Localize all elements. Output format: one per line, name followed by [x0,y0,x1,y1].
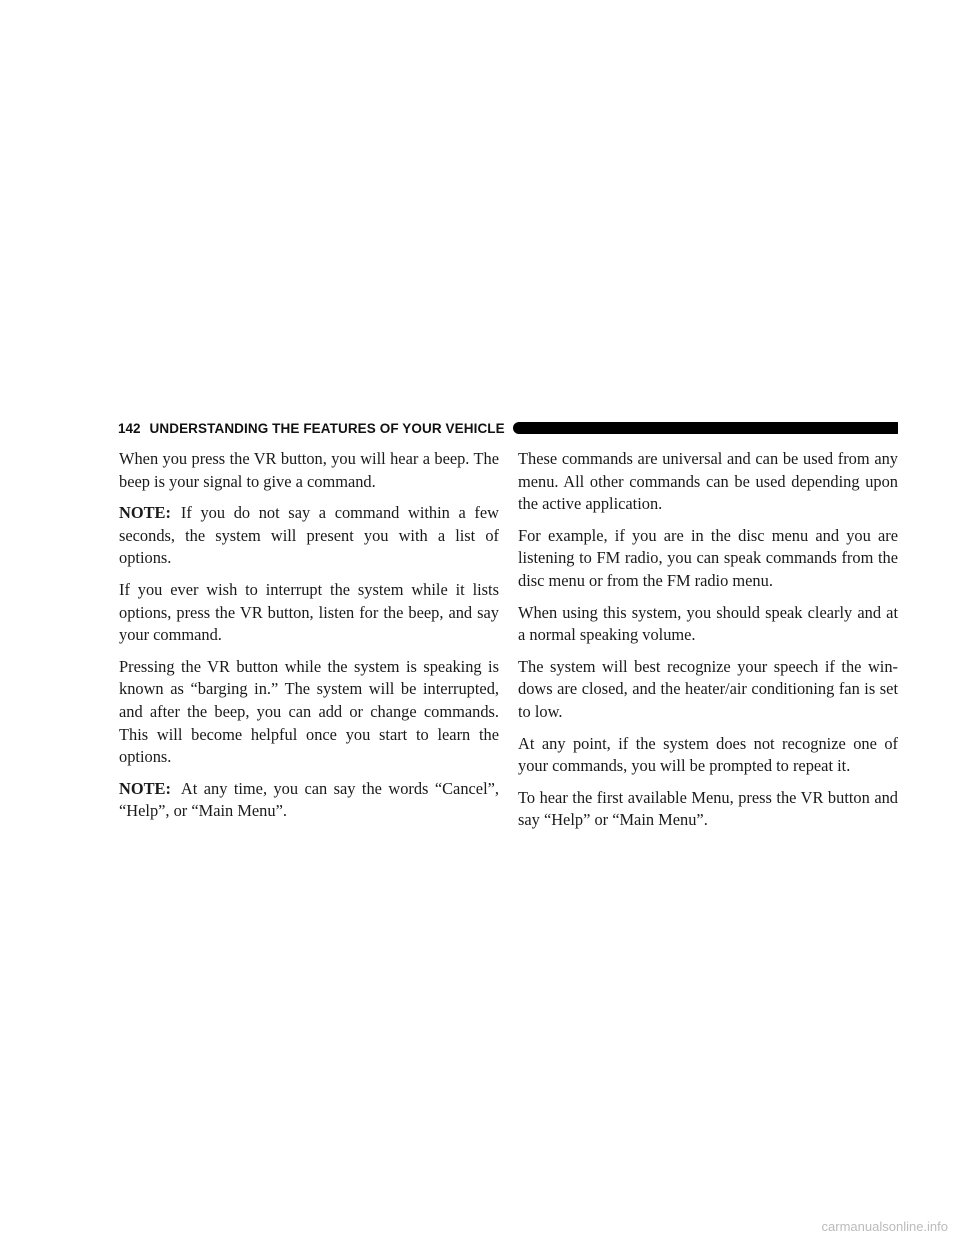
note-text: If you do not say a command within a few seconds, the system will present you with a list of options. [119,503,499,568]
left-column [119,448,499,832]
paragraph: When using this system, you should speak clearly and at a normal speaking volume. [518,602,898,645]
paragraph: If you ever wish to interrupt the system while it lists options, press the VR button, listen for the beep, and say your command. [119,579,499,645]
section-title: UNDERSTANDING THE FEATURES OF YOUR VEHICLE [149,420,505,436]
note-label: NOTE: [119,778,171,798]
note-text: At any time, you can say the words “Cancel”, “Help”, or “Main Menu”. [119,778,499,821]
note-paragraph [119,502,499,570]
header-rule [513,422,898,434]
right-column [518,448,898,841]
watermark: carmanualsonline.info [821,1219,948,1234]
paragraph: To hear the first available Menu, press the VR button and say “Help” or “Main Menu”. [518,787,898,830]
paragraph: For example, if you are in the disc menu and you are listening to FM radio, you can speak commands from the disc menu or from the FM radio menu. [518,525,898,590]
page-number: 142 [118,420,141,436]
paragraph: When you press the VR button, you will hear a beep. The beep is your signal to give a command. [119,449,499,491]
page-header [118,418,898,438]
note-paragraph [119,778,499,823]
paragraph: Pressing the VR button while the system is speaking is known as “barging in.” The system will be interrupted, and after the beep, you can add or change commands. This will become helpful once you start to learn the options. [119,656,499,767]
paragraph: The system will best recognize your speech if the win-dows are closed, and the heater/air conditioning fan is set to low. [518,656,898,721]
paragraph: These commands are universal and can be used from any menu. All other commands can be used depending upon the active application. [518,449,898,514]
note-label: NOTE: [119,503,171,523]
paragraph: At any point, if the system does not recognize one of your commands, you will be prompted to repeat it. [518,733,898,776]
